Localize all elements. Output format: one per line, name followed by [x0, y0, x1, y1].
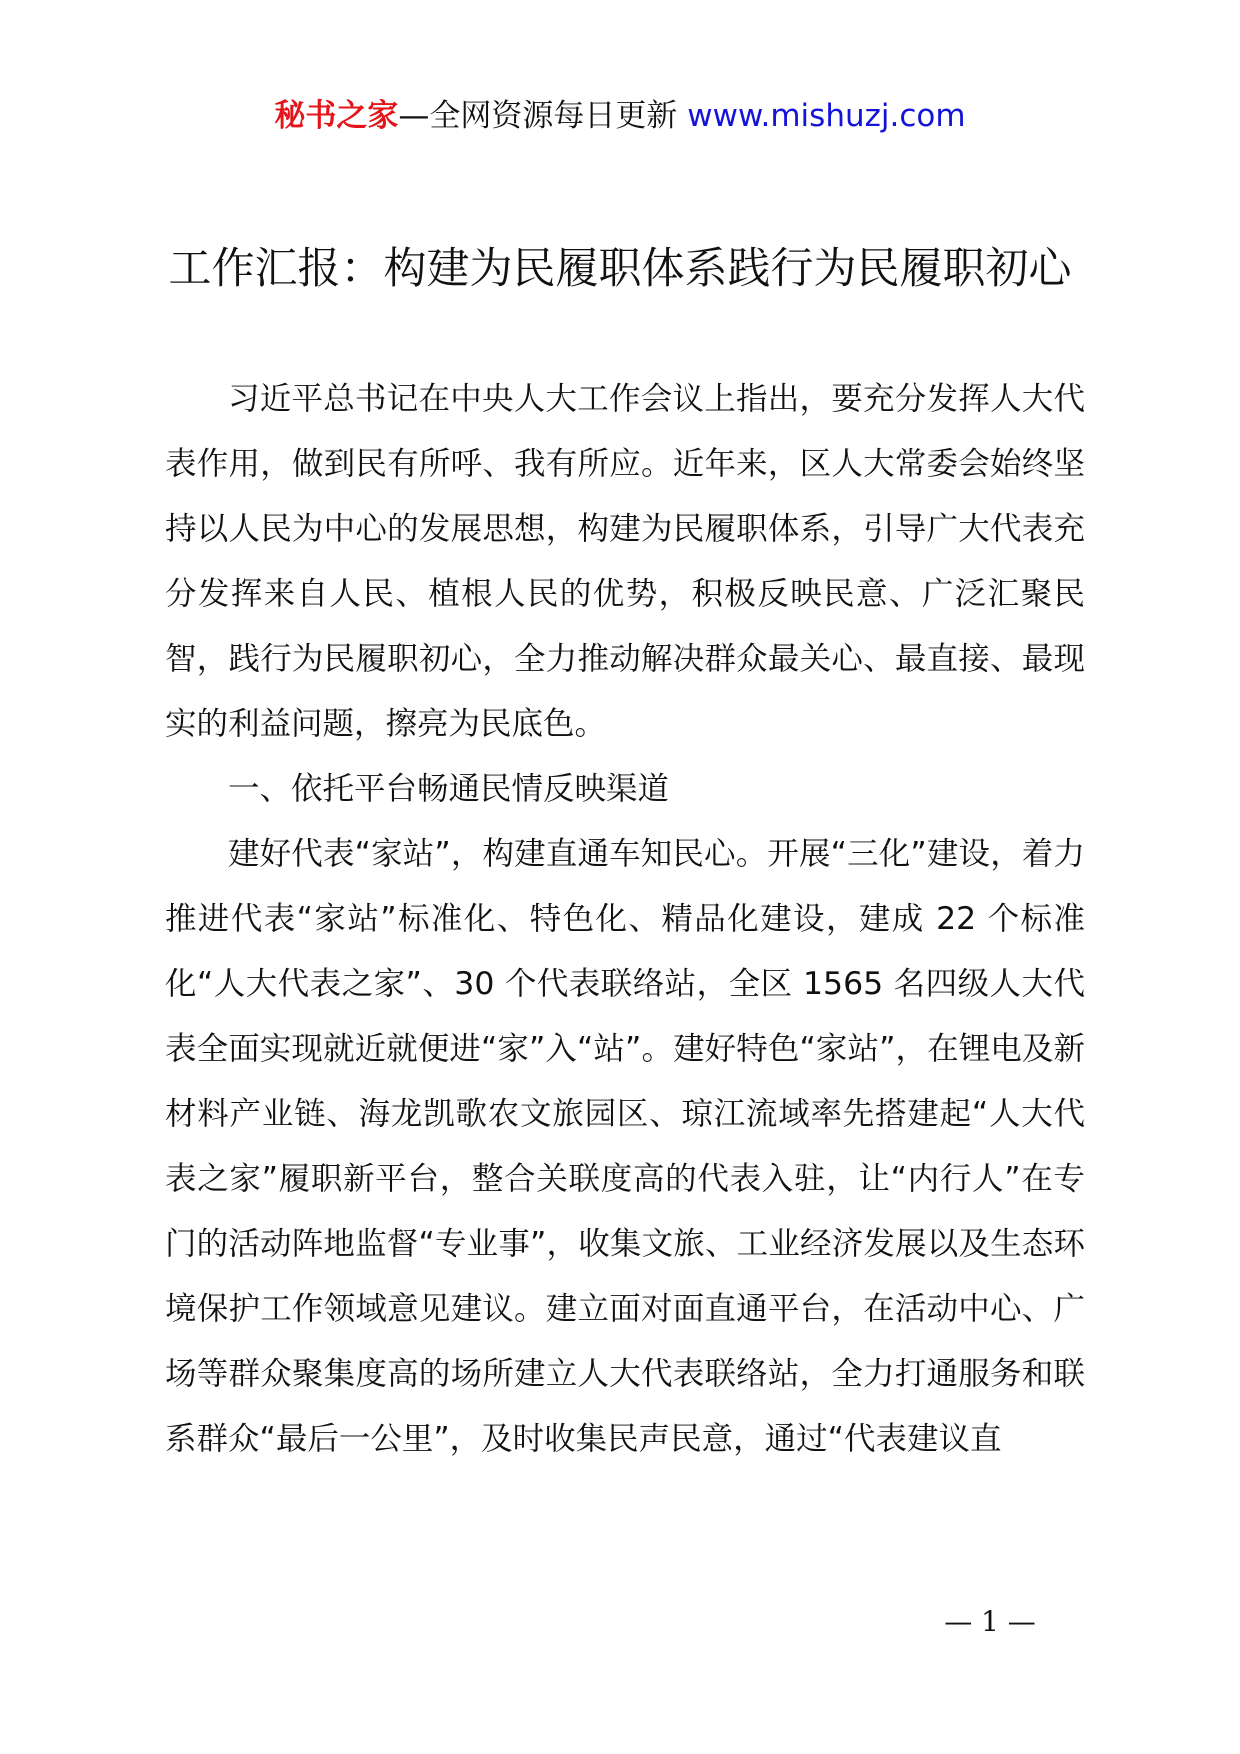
site-header — [0, 96, 1240, 136]
document-title: 工作汇报：构建为民履职体系践行为民履职初心 — [168, 244, 1072, 294]
intro-paragraph: 习近平总书记在中央人大工作会议上指出，要充分发挥人大代表作用，做到民有所呼、我有所应。近年来，区人大常委会始终坚持以人民为中心的发展思想，构建为民履职体系，引导广大代表充分发挥来自人民、植根人民的优势，积极反映民意、广泛汇聚民智，践行为民履职初心，全力推动解决群众最关心、最直接、最现实的利益问题，擦亮为民底色。 — [165, 381, 1085, 742]
site-tagline: —全网资源每日更新 — [398, 98, 688, 134]
page-number: — 1 — — [944, 1605, 1036, 1638]
section-paragraph: 建好代表“家站”，构建直通车知民心。开展“三化”建设，着力推进代表“家站”标准化、特色化、精品化建设，建成 22 个标准化“人大代表之家”、30 个代表联络站，全区 1565 名四级人大代表全面实现就近就便进“家”入“站”。建好特色“家站”，在锂电及新材料产业链、海龙凯歌农文旅园区、琼江流域率先搭建起“人大代表之家”履职新平台，整合关联度高的代表入驻，让“内行人”在专门的活动阵地监督“专业事”，收集文旅、工业经济发展以及生态环境保护工作领域意见建议。建立面对面直通平台，在活动中心、广场等群众聚集度高的场所建立人大代表联络站，全力打通服务和联系群众“最后一公里”，及时收集民声民意，通过“代表建议直 — [165, 836, 1085, 1457]
document-body — [165, 367, 1085, 1472]
site-brand: 秘书之家 — [274, 98, 399, 134]
site-url[interactable]: www.mishuzj.com — [687, 98, 966, 134]
section-heading: 一、依托平台畅通民情反映渠道 — [228, 771, 670, 807]
